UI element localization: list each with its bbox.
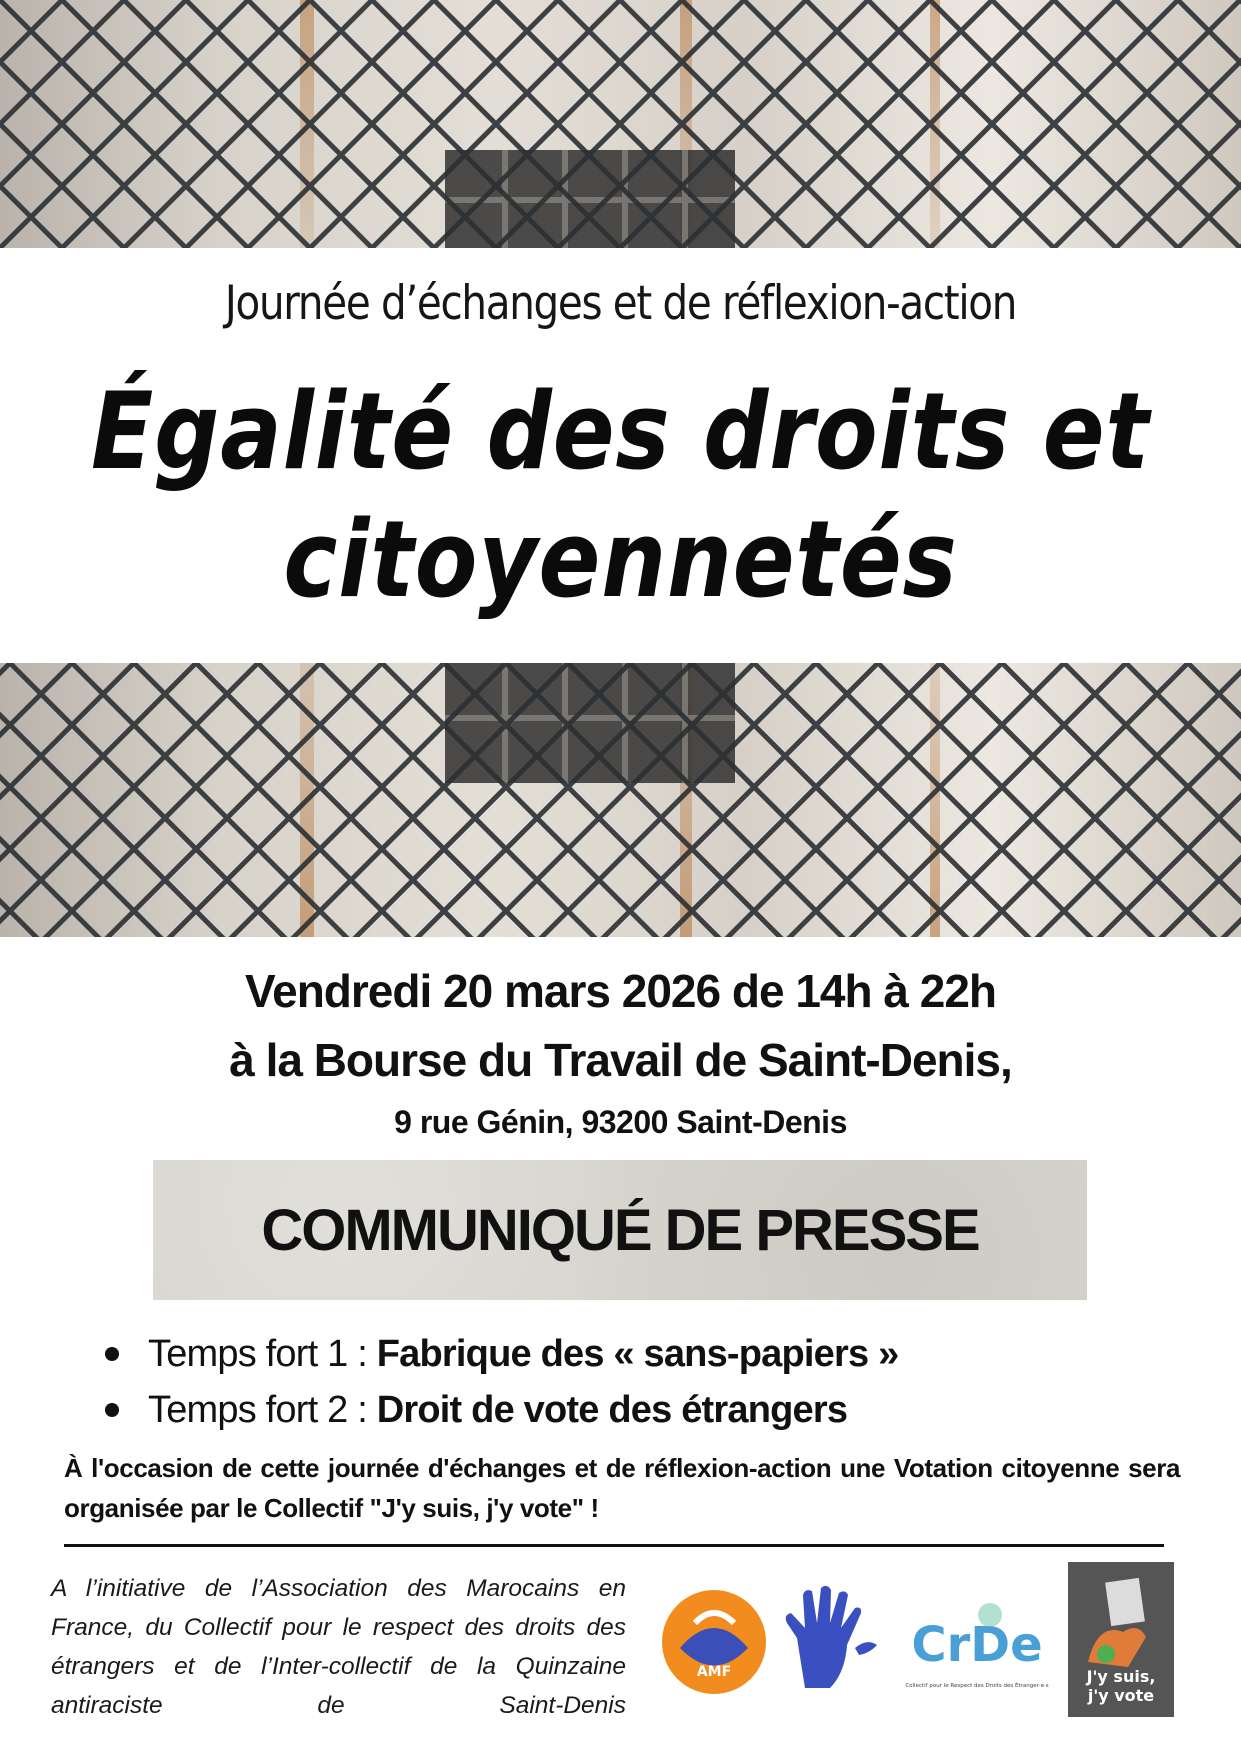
temps-fort-topic: Droit de vote des étrangers [376, 1389, 848, 1431]
temps-fort-label: Temps fort 1 : [148, 1333, 377, 1375]
fence-photo-bottom-graphic [0, 663, 1241, 937]
event-date: Vendredi 20 mars 2026 de 14h à 22h [244, 965, 996, 1017]
event-title-line-2: citoyennetés [283, 498, 958, 621]
temps-fort-item [100, 1382, 1150, 1438]
crde-logo-text: CrDe [911, 1617, 1043, 1673]
jysuis-logo-line-1: J'y suis, [1086, 1667, 1156, 1686]
event-address: 9 rue Génin, 93200 Saint-Denis [394, 1104, 847, 1140]
hand-dove-logo-icon [775, 1583, 885, 1698]
bullet-icon [105, 1403, 119, 1417]
amf-logo-icon [660, 1588, 768, 1696]
votation-announcement: À l'occasion de cette journée d'échanges et de réflexion-action une Votation citoyenne sera organisée par le Collectif "J'y suis, j'y vote" ! [64, 1453, 1180, 1523]
jysuis-logo-line-2: j'y vote [1087, 1686, 1155, 1705]
press-release-banner [153, 1160, 1087, 1300]
crde-logo-tagline: Collectif pour le Respect des Droits des Étranger·e·s [905, 1683, 1049, 1689]
section-divider [64, 1544, 1164, 1547]
crde-logo-icon [895, 1583, 1060, 1701]
temps-fort-item [100, 1326, 1150, 1382]
fence-photo-top [0, 0, 1241, 248]
event-subtitle: Journée d’échanges et de réflexion-action [224, 276, 1017, 331]
initiative-credits: A l’initiative de l’Association des Marocains en France, du Collectif pour le respect des droits des étrangers et de l’Inter-collectif de la Quinzaine antiraciste de Saint-Denis [51, 1575, 626, 1719]
amf-logo-text: AMF [696, 1664, 732, 1680]
press-release-label: COMMUNIQUÉ DE PRESSE [261, 1197, 979, 1263]
jysuis-logo-text [1068, 1667, 1174, 1705]
event-title [87, 368, 1154, 624]
temps-fort-topic: Fabrique des « sans-papiers » [376, 1333, 899, 1375]
jysuis-jyvote-logo-icon [1068, 1562, 1174, 1717]
fence-photo-top-graphic [0, 0, 1241, 248]
bullet-icon [105, 1347, 119, 1361]
temps-forts-list [100, 1326, 1150, 1438]
fence-photo-bottom [0, 663, 1241, 937]
temps-fort-label: Temps fort 2 : [148, 1389, 377, 1431]
event-title-line-1: Égalité des droits et [91, 370, 1150, 493]
event-venue: à la Bourse du Travail de Saint-Denis, [229, 1034, 1012, 1086]
